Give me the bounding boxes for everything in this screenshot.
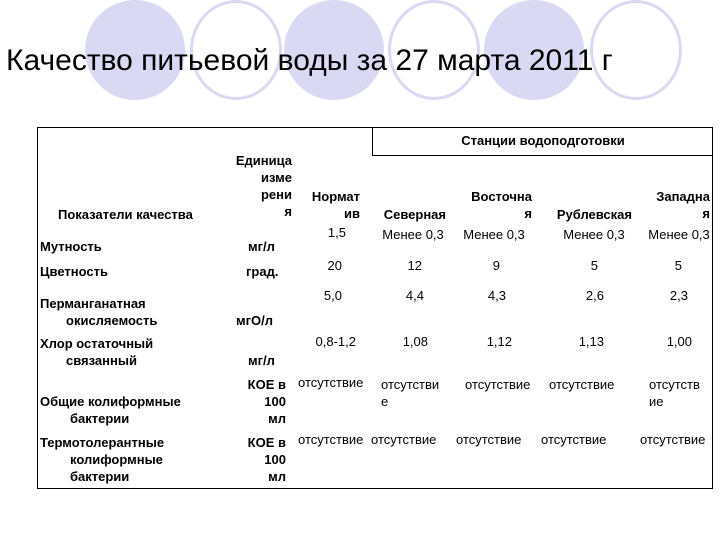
row-value-rublevskaya: 5 bbox=[590, 258, 598, 273]
row-value-east: 9 bbox=[492, 258, 500, 273]
row-unit: мг/л bbox=[248, 353, 275, 368]
row-norm: 20 bbox=[327, 258, 342, 273]
row-value-east: отсутствие bbox=[456, 432, 522, 447]
row-value-north: 1,08 bbox=[402, 334, 428, 349]
header-station-west: Западна я bbox=[656, 189, 710, 221]
row-unit: мгО/л bbox=[236, 313, 274, 328]
header-station-east: Восточна я bbox=[471, 189, 532, 221]
row-value-north: 4,4 bbox=[405, 288, 424, 303]
row-value-west: отсутствие bbox=[640, 432, 706, 447]
row-value-east: отсутствие bbox=[465, 377, 531, 392]
row-value-north: Менее 0,3 bbox=[382, 227, 444, 242]
row-value-west: 1,00 bbox=[666, 334, 692, 349]
row-unit: КОЕ в 100 мл bbox=[247, 377, 286, 426]
row-value-rublevskaya: отсутствие bbox=[541, 432, 607, 447]
row-value-west: 5 bbox=[674, 258, 682, 273]
row-unit: КОЕ в 100 мл bbox=[247, 435, 286, 484]
row-value-rublevskaya: 1,13 bbox=[578, 334, 604, 349]
station-group-header: Станции водоподготовки bbox=[461, 133, 625, 148]
row-norm: отсутствие bbox=[298, 432, 364, 447]
row-value-rublevskaya: отсутствие bbox=[549, 377, 615, 392]
header-indicator: Показатели качества bbox=[58, 207, 193, 222]
row-value-east: Менее 0,3 bbox=[463, 227, 525, 242]
row-name: Цветность bbox=[40, 264, 108, 279]
row-value-east: 1,12 bbox=[486, 334, 512, 349]
row-value-north: отсутстви е bbox=[381, 377, 440, 409]
row-norm: 1,5 bbox=[327, 225, 346, 240]
row-unit: мг/л bbox=[248, 239, 275, 254]
row-value-west: Менее 0,3 bbox=[648, 227, 710, 242]
header-unit: Единица изме рени я bbox=[235, 153, 292, 219]
row-unit: град. bbox=[246, 264, 279, 279]
row-value-rublevskaya: 2,6 bbox=[585, 288, 604, 303]
row-value-north: 12 bbox=[407, 258, 422, 273]
grid-line bbox=[372, 155, 713, 156]
page-title: Качество питьевой воды за 27 марта 2011 г bbox=[6, 44, 613, 77]
row-value-west: 2,3 bbox=[669, 288, 688, 303]
row-value-west: отсутств ие bbox=[649, 377, 700, 409]
row-value-north: отсутствие bbox=[371, 432, 437, 447]
row-name: Перманганатная окисляемость bbox=[40, 296, 158, 328]
row-name: Хлор остаточный связанный bbox=[40, 336, 154, 368]
row-norm: отсутствие bbox=[298, 375, 364, 390]
row-name: Термотолерантные колиформные бактерии bbox=[40, 435, 165, 484]
header-station-rublevskaya: Рублевская bbox=[556, 207, 632, 222]
header-station-north: Северная bbox=[383, 207, 446, 222]
row-value-rublevskaya: Менее 0,3 bbox=[563, 227, 625, 242]
row-name: Общие колиформные бактерии bbox=[40, 394, 181, 426]
row-norm: 5,0 bbox=[323, 288, 342, 303]
row-value-east: 4,3 bbox=[487, 288, 506, 303]
row-name: Мутность bbox=[40, 239, 102, 254]
row-norm: 0,8-1,2 bbox=[315, 334, 356, 349]
header-norm: Нормат ив bbox=[311, 189, 360, 221]
